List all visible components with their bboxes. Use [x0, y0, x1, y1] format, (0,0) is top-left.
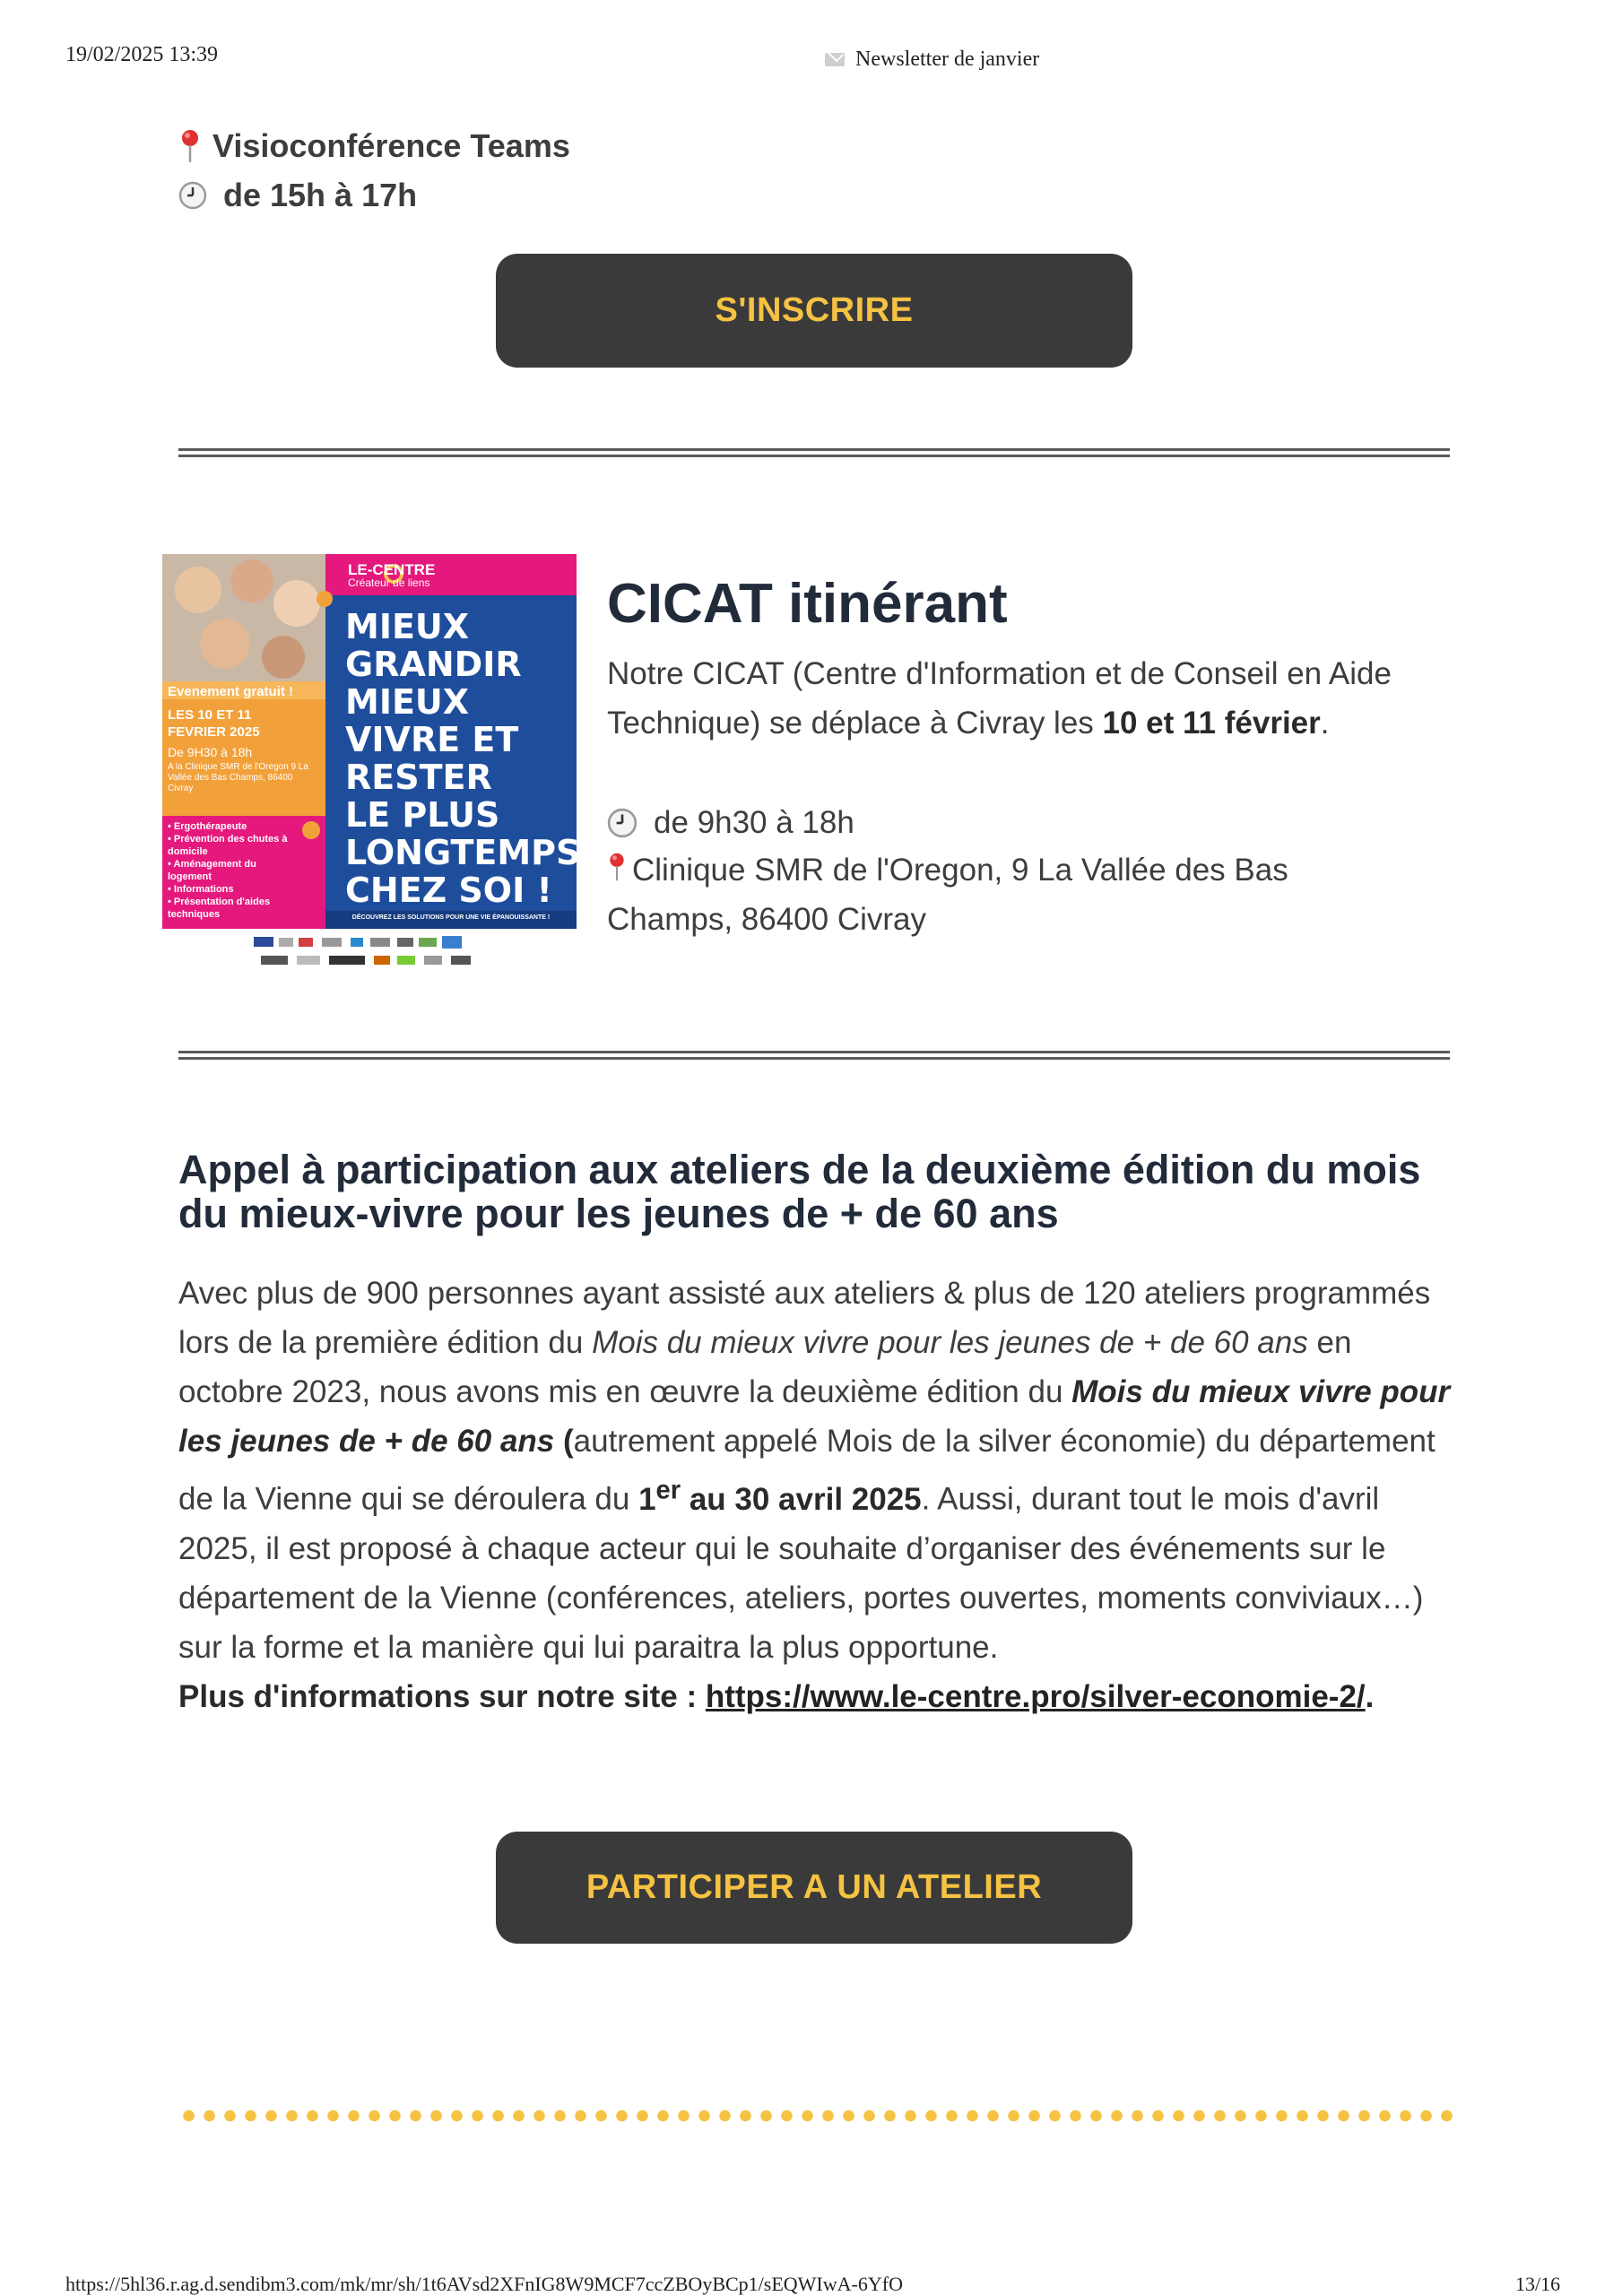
- poster-headline-line: LONGTEMPS: [345, 833, 581, 872]
- round-pushpin-icon: [607, 852, 627, 882]
- appel-bold-italic: Mois du mieux vivre pour les jeunes de + de 60 ans: [178, 1374, 1451, 1459]
- appel-paren: (: [554, 1424, 574, 1459]
- event-location-text: Visioconférence Teams: [213, 127, 570, 164]
- poster-headline-line: MIEUX: [345, 682, 470, 722]
- cicat-location: [607, 845, 1414, 944]
- cicat-description: [607, 649, 1468, 748]
- poster-headline: [345, 608, 580, 909]
- event-time: [178, 177, 417, 214]
- envelope-icon: [825, 53, 845, 66]
- poster-topics: [168, 820, 302, 921]
- poster-headline-line: VIVRE ET: [345, 720, 519, 759]
- silver-economie-link[interactable]: https://www.le-centre.pro/silver-economie-2/: [705, 1678, 1366, 1714]
- poster-logo-sub: Créateur de liens: [348, 576, 430, 589]
- appel-text: en octobre 2023, nous avons mis en œuvre la deuxième édition du: [178, 1325, 1352, 1409]
- dotted-divider: [178, 2110, 1453, 2122]
- separator: [178, 1051, 1450, 1060]
- print-date: 19/02/2025 13:39: [65, 43, 219, 66]
- cicat-desc-dates: 10 et 11 février: [1102, 706, 1321, 741]
- separator: [178, 448, 1450, 457]
- newsletter-title: Newsletter de janvier: [855, 48, 1040, 71]
- cicat-desc-text: Notre CICAT (Centre d'Information et de Conseil en Aide Technique) se déplace à Civray les: [607, 656, 1392, 741]
- poster-footer: DÉCOUVREZ LES SOLUTIONS POUR UNE VIE ÉPANOUISSANTE !: [351, 914, 551, 921]
- poster-hours: De 9H30 à 18h: [168, 745, 253, 759]
- appel-more-label: Plus d'informations sur notre site :: [178, 1678, 706, 1714]
- poster-address: A la Clinique SMR de l'Oregon 9 La Vallée des Bas Champs, 86400 Civray: [168, 762, 308, 793]
- page-number: 13/16: [1515, 2273, 1561, 2295]
- register-button[interactable]: S'INSCRIRE: [496, 254, 1132, 368]
- poster-headline-line: GRANDIR: [345, 645, 522, 684]
- poster-headline-line: LE PLUS: [345, 795, 500, 835]
- poster-topic: • Aménagement du logement: [168, 859, 256, 882]
- poster-topic: • Présentation d'aides techniques: [168, 897, 271, 920]
- event-time-text: de 15h à 17h: [223, 177, 418, 213]
- appel-title: Appel à participation aux ateliers de la deuxième édition du mois du mieux-vivre pour les jeunes de + de 60 ans: [178, 1147, 1421, 1236]
- appel-date-sup: er: [655, 1476, 681, 1504]
- event-location: [178, 127, 570, 165]
- appel-text: autrement appelé Mois de la silver économie) du département de la Vienne qui se déroulera du: [178, 1424, 1436, 1517]
- poster-topic: • Ergothérapeute: [168, 821, 247, 832]
- participate-button[interactable]: PARTICIPER A UN ATELIER: [496, 1832, 1132, 1944]
- round-pushpin-icon: [178, 128, 202, 164]
- appel-text: Avec plus de 900 personnes ayant assisté aux ateliers & plus de 120 ateliers programmés lors de la première édition du: [178, 1276, 1431, 1360]
- poster-dates: LES 10 ET 11 FEVRIER 2025: [168, 707, 260, 740]
- cicat-title: CICAT itinérant: [607, 573, 1008, 635]
- clock-icon: [178, 181, 207, 210]
- poster-badge: Evenement gratuit !: [168, 684, 294, 699]
- cicat-time: [607, 798, 854, 847]
- cicat-poster-image: [162, 554, 581, 971]
- poster-logo: LE-CENTRE: [348, 561, 436, 578]
- poster-topic: • Prévention des chutes à domicile: [168, 834, 288, 857]
- poster-headline-line: MIEUX: [345, 607, 470, 646]
- cicat-time-text: de 9h30 à 18h: [654, 805, 854, 840]
- cicat-location-text: Clinique SMR de l'Oregon, 9 La Vallée des Bas Champs, 86400 Civray: [607, 853, 1288, 937]
- poster-headline-line: CHEZ SOI !: [345, 871, 552, 910]
- clock-icon: [607, 808, 638, 838]
- appel-more-end: .: [1365, 1678, 1375, 1714]
- poster-headline-line: RESTER: [345, 758, 492, 797]
- print-title: [825, 48, 1039, 72]
- appel-more: [178, 1672, 1456, 1721]
- appel-text: . Aussi, durant tout le mois d'avril 2025, il est proposé à chaque acteur qui le souhaite d’organiser des événements sur le département de la Vienne (conférences, ateliers, portes ouvertes, moments conviviaux…) sur la forme et la manière qui lui paraitra la plus opportune.: [178, 1481, 1424, 1665]
- print-url: https://5hl36.r.ag.d.sendibm3.com/mk/mr/sh/1t6AVsd2XFnIG8W9MCF7ccZBOyBCp1/sEQWIwA-6YfO: [65, 2273, 903, 2295]
- appel-date-rest: au 30 avril 2025: [681, 1481, 922, 1517]
- appel-date: 1: [638, 1481, 656, 1517]
- appel-italic: Mois du mieux vivre pour les jeunes de + de 60 ans: [592, 1325, 1308, 1360]
- appel-body: [178, 1269, 1456, 1721]
- poster-topic: • Informations: [168, 884, 234, 895]
- cicat-desc-end: .: [1320, 706, 1330, 741]
